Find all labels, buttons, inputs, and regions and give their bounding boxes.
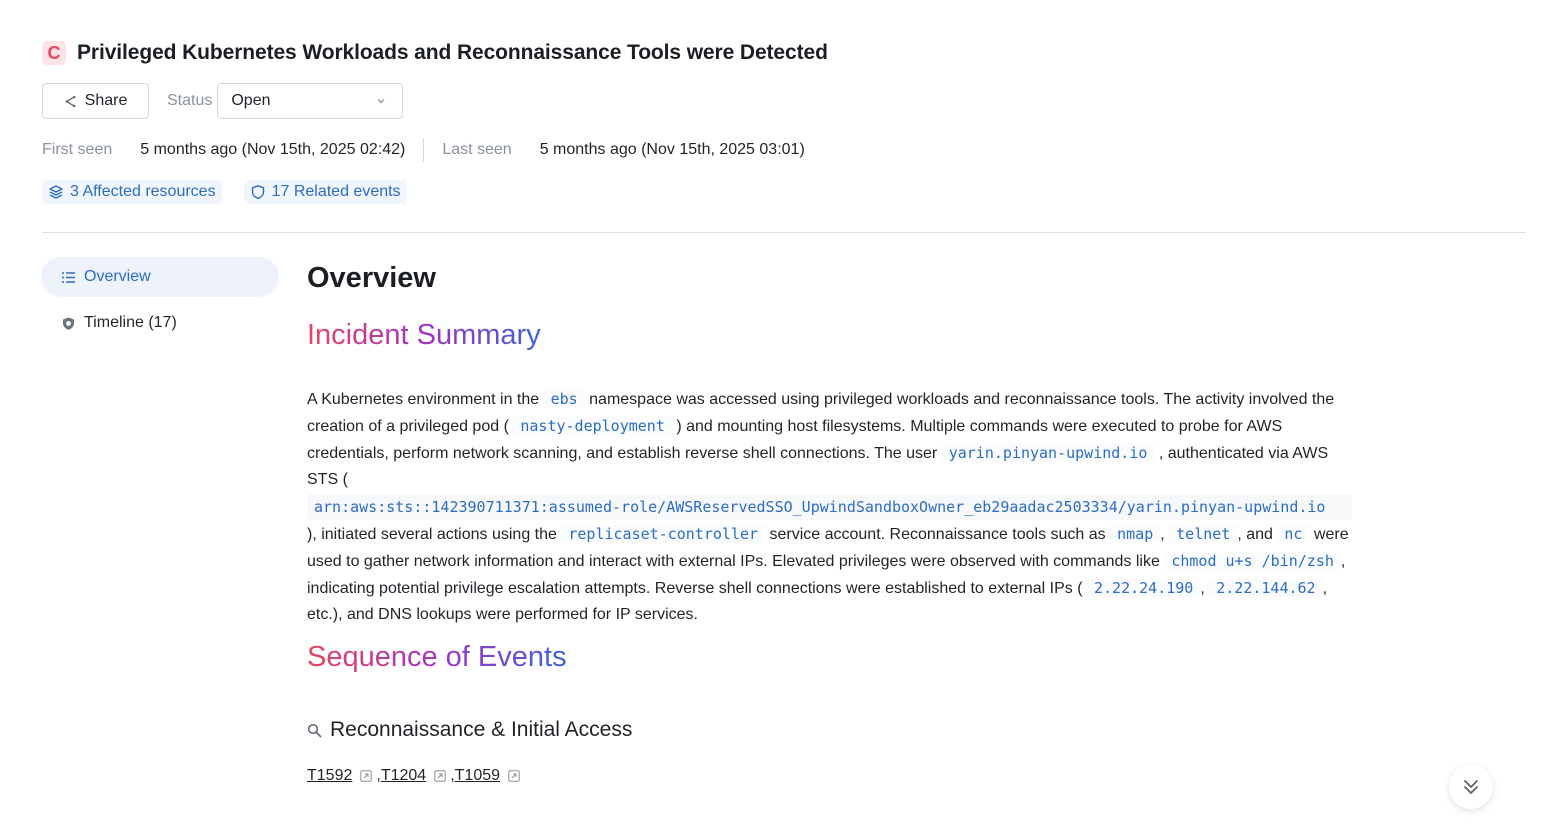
layers-icon (48, 184, 64, 200)
summary-text: namespace was accessed using privileged workloads and reconnaissance tools. The activity involved the creation of a privileged pod ( (307, 391, 1335, 435)
code-tool-nmap: nmap (1110, 525, 1160, 543)
page-title: Overview (307, 262, 436, 294)
header-divider (42, 232, 1526, 233)
external-link-icon[interactable] (434, 770, 446, 782)
last-seen-label: Last seen (442, 141, 512, 158)
phase-heading (307, 718, 1352, 742)
summary-text: , indicating potential privilege escalation attempts. Reverse shell connections were established to external IPs ( (307, 553, 1346, 597)
code-tool-telnet: telnet (1169, 525, 1237, 543)
external-link-icon[interactable] (508, 770, 520, 782)
technique-separator: , (376, 767, 381, 784)
sidebar-item-timeline[interactable] (41, 303, 279, 343)
affected-resources-chip[interactable] (42, 180, 222, 204)
share-label: Share (84, 92, 128, 109)
sidebar-item-label: Timeline (17) (84, 314, 177, 331)
first-seen-label: First seen (42, 141, 113, 158)
incident-summary-heading: Incident Summary (307, 316, 541, 354)
severity-badge: C (42, 41, 66, 65)
double-chevron-down-icon (1461, 777, 1481, 797)
sidebar (41, 257, 279, 343)
status-value: Open (231, 92, 271, 109)
summary-text: , etc.), and DNS lookups were performed for IP services. (307, 580, 1328, 623)
code-command: chmod u+s /bin/zsh (1164, 552, 1341, 570)
scroll-down-button[interactable] (1449, 765, 1493, 809)
phase-heading-label: Reconnaissance & Initial Access (330, 718, 633, 741)
technique-link[interactable]: T1204 (380, 767, 427, 784)
last-seen-value: 5 months ago (Nov 15th, 2025 03:01) (539, 141, 805, 158)
summary-text: , and (1237, 526, 1273, 543)
incident-header (42, 38, 1526, 200)
code-arn: arn:aws:sts::142390711371:assumed-role/AWSReservedSSO_UpwindSandboxOwner_eb29aadac2503334/yarin.pinyan-upwind.io (307, 494, 1352, 520)
summary-text: , (1200, 580, 1205, 597)
timeline-icon (61, 316, 76, 331)
seen-divider (423, 138, 424, 162)
summary-text: were used to gather network information and interact with external IPs. Elevated privileges were observed with commands like (307, 526, 1349, 570)
code-namespace: ebs (544, 390, 585, 408)
code-service-account: replicaset-controller (561, 525, 765, 543)
technique-link[interactable]: T1592 (307, 767, 353, 784)
status-select[interactable] (217, 83, 403, 119)
sidebar-item-overview[interactable] (41, 257, 279, 297)
code-user: yarin.pinyan-upwind.io (942, 444, 1155, 462)
code-ip: 2.22.144.62 (1209, 579, 1322, 597)
first-seen-value: 5 months ago (Nov 15th, 2025 02:42) (140, 141, 406, 158)
shield-icon (250, 184, 266, 200)
share-icon (64, 95, 77, 108)
technique-list (307, 767, 1352, 785)
chevron-down-icon (376, 96, 386, 106)
main-content (307, 258, 1352, 785)
sidebar-item-label: Overview (84, 268, 151, 285)
summary-text: service account. Reconnaissance tools such as (769, 526, 1106, 543)
summary-text: , authenticated via AWS STS ( (307, 445, 1329, 488)
search-icon (307, 723, 322, 738)
external-link-icon[interactable] (360, 770, 372, 782)
technique-link[interactable]: T1059 (454, 767, 501, 784)
summary-text: ), initiated several actions using the (307, 526, 557, 543)
affected-resources-label: 3 Affected resources (70, 183, 216, 200)
code-pod: nasty-deployment (513, 417, 672, 435)
summary-text: , (1160, 526, 1165, 543)
code-ip: 2.22.24.190 (1087, 579, 1200, 597)
incident-title: Privileged Kubernetes Workloads and Reconnaissance Tools were Detected (77, 41, 828, 64)
sequence-heading: Sequence of Events (307, 638, 567, 676)
incident-summary-text (307, 386, 1352, 628)
code-tool-nc: nc (1277, 525, 1309, 543)
technique-separator: , (450, 767, 455, 784)
list-icon (61, 270, 76, 285)
share-button[interactable] (42, 83, 149, 119)
related-events-chip[interactable] (244, 180, 407, 204)
summary-text: A Kubernetes environment in the (307, 391, 540, 408)
status-label: Status (167, 92, 213, 109)
related-events-label: 17 Related events (271, 183, 401, 200)
summary-text: ) and mounting host filesystems. Multiple commands were executed to probe for AWS credentials, perform network scanning, and establish reverse shell connections. The user (307, 418, 1283, 462)
